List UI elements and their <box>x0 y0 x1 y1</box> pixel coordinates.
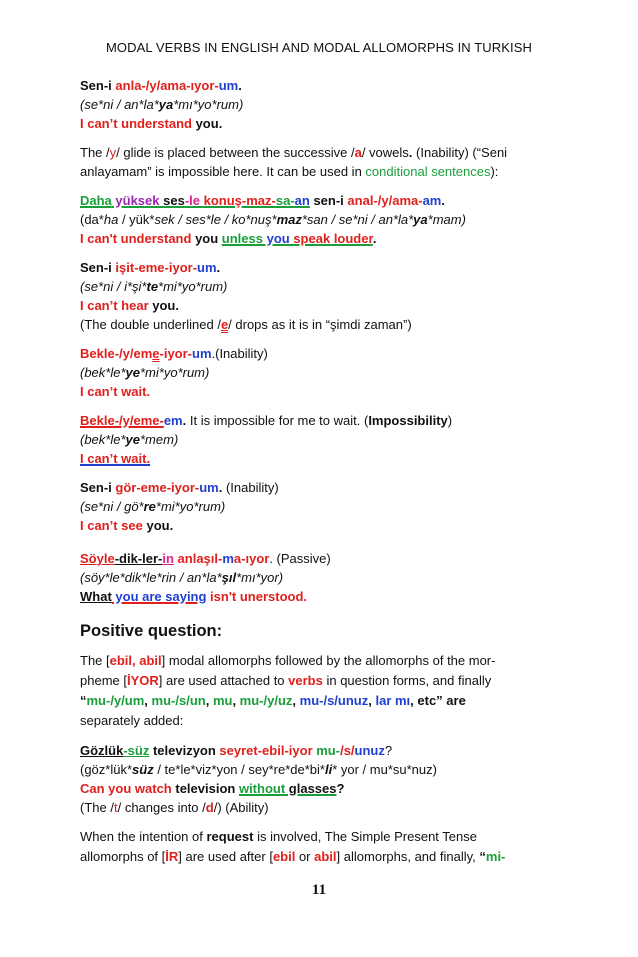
text-segment: in question forms, and finally <box>322 673 492 688</box>
english-translation-line <box>80 779 562 798</box>
english-translation-line <box>80 382 562 401</box>
text-segment: television <box>171 781 239 796</box>
text-segment: am <box>422 193 442 208</box>
text-segment: d <box>205 800 214 815</box>
text-segment: / changes into / <box>117 800 206 815</box>
text-segment: separately added: <box>80 713 184 728</box>
explanation-paragraph <box>80 651 562 731</box>
text-segment: without <box>238 781 286 796</box>
text-segment: ha <box>103 212 119 227</box>
text-segment: you are saying <box>111 589 207 604</box>
text-segment: anlaşıl- <box>173 551 223 566</box>
syllable-line <box>80 95 562 114</box>
text-segment: (bek*le* <box>80 365 126 380</box>
text-segment: e <box>152 346 160 361</box>
text-segment: anla-/y/ama-ıyor- <box>115 78 219 93</box>
page-number: 11 <box>311 882 327 898</box>
text-segment: abil <box>314 849 337 864</box>
text-segment: , <box>292 693 300 708</box>
text-segment: isn't unerstood. <box>206 589 308 604</box>
text-segment: ? <box>336 781 345 796</box>
text-segment: m <box>222 551 234 566</box>
example-turkish-line <box>80 549 562 568</box>
syllable-line <box>80 568 562 587</box>
text-segment: *mi*yo*rum) <box>155 499 226 514</box>
text-segment: ni <box>103 499 114 514</box>
text-segment: seyret-ebil-iyor <box>219 743 313 758</box>
text-segment: ] modal allomorphs followed by the allomorphs of the mor- <box>161 653 496 668</box>
text-segment: . <box>441 193 445 208</box>
text-segment: Gözlük <box>80 743 124 758</box>
text-segment: ] are used attached to <box>158 673 289 688</box>
text-segment: (bek*le* <box>80 432 126 447</box>
section-heading: Positive question: <box>80 622 223 640</box>
text-segment: ler- <box>142 551 163 566</box>
text-segment: iyor- <box>171 480 200 495</box>
text-segment: re <box>143 499 156 514</box>
text-segment: *mı*yor) <box>236 570 284 585</box>
explanation-paragraph <box>80 143 562 181</box>
example-turkish-line <box>80 478 562 497</box>
text-segment: t <box>113 800 118 815</box>
text-segment: *san / se*ni / an*la* <box>301 212 414 227</box>
example-turkish-line <box>80 741 562 760</box>
text-segment: um <box>199 480 219 495</box>
english-translation-line <box>80 114 562 133</box>
text-segment: you. <box>191 116 223 131</box>
text-segment: em <box>163 413 183 428</box>
text-segment: *mam) <box>427 212 466 227</box>
english-translation-line <box>80 587 562 606</box>
text-segment: unless <box>221 231 263 246</box>
text-segment: / te*le*viz*yon / sey*re*de*bi* <box>153 762 325 777</box>
text-segment: mu <box>212 693 233 708</box>
text-segment: ebil, abil <box>109 653 162 668</box>
text-segment: süz <box>132 762 154 777</box>
text-segment: konuş <box>203 193 242 208</box>
text-segment: . <box>182 413 187 428</box>
text-segment: maz <box>276 212 302 227</box>
text-segment: Can you watch <box>80 781 172 796</box>
text-segment: I can’t wait. <box>80 384 151 399</box>
text-segment: ya <box>413 212 428 227</box>
text-segment: Sen-i <box>80 78 116 93</box>
text-segment: The [ <box>80 653 110 668</box>
text-segment: / yük* <box>118 212 155 227</box>
text-segment: , etc” are <box>410 693 466 708</box>
text-segment: ses <box>163 193 185 208</box>
text-segment: Söyle <box>80 551 115 566</box>
text-segment: televizyon <box>149 743 220 758</box>
text-segment: Daha <box>80 193 112 208</box>
text-segment: ): <box>490 164 499 179</box>
text-segment: louder <box>330 231 373 246</box>
text-segment: ya <box>158 97 174 112</box>
text-segment: “ <box>479 849 486 864</box>
text-segment: (da* <box>80 212 104 227</box>
text-segment: -iyor- <box>159 346 192 361</box>
text-segment: mu-/y/um <box>86 693 145 708</box>
text-segment: e <box>220 317 229 332</box>
english-translation-line <box>80 296 562 315</box>
text-segment: a <box>354 145 362 160</box>
text-segment: It is impossible for me to wait. ( <box>186 413 369 428</box>
text-segment: (se* <box>80 499 104 514</box>
text-segment: *mi*yo*rum) <box>140 365 210 380</box>
text-segment: sek <box>154 212 175 227</box>
running-header: MODAL VERBS IN ENGLISH AND MODAL ALLOMORPHS IN TURKISH <box>105 40 533 55</box>
text-segment: sa- <box>275 193 295 208</box>
syllable-line <box>80 210 562 229</box>
text-segment: (The / <box>80 800 114 815</box>
text-segment: ) <box>239 97 244 112</box>
text-segment: sen-i <box>309 193 348 208</box>
text-segment: or <box>295 849 315 864</box>
text-segment: you. <box>142 518 174 533</box>
example-turkish-line <box>80 258 562 277</box>
example-turkish-line <box>80 191 562 210</box>
text-segment: What <box>80 589 112 604</box>
text-segment: The / <box>80 145 110 160</box>
text-segment: ? <box>384 743 393 758</box>
text-segment: Sen-i <box>80 480 116 495</box>
text-segment: (Inability) (“Seni <box>412 145 508 160</box>
text-segment: -süz <box>123 743 150 758</box>
text-segment: lar mı <box>375 693 411 708</box>
text-segment: request <box>206 829 254 844</box>
example-turkish-line <box>80 411 562 430</box>
text-segment: an <box>294 193 310 208</box>
text-segment: , <box>144 693 152 708</box>
text-segment: . (Passive) <box>269 551 331 566</box>
explanation-paragraph <box>80 827 562 867</box>
text-segment: um <box>192 346 212 361</box>
text-segment: İYOR <box>126 673 159 688</box>
text-segment: , <box>232 693 240 708</box>
text-segment: -le <box>184 193 204 208</box>
text-segment: unuz <box>354 743 385 758</box>
text-segment: şıl <box>221 570 237 585</box>
text-segment: (The double underlined / <box>80 317 221 332</box>
text-segment: Bekle-/y/eme- <box>80 413 164 428</box>
text-segment: Sen-i <box>80 260 116 275</box>
note-line <box>80 315 562 334</box>
text-segment: conditional sentences <box>365 164 491 179</box>
text-segment: te <box>146 279 159 294</box>
text-segment: Impossibility <box>368 413 448 428</box>
text-segment: . <box>372 231 377 246</box>
text-segment: mu-/s/unuz <box>299 693 369 708</box>
text-segment: ni / an*la* <box>103 97 159 112</box>
text-segment: mi- <box>485 849 506 864</box>
text-segment: ) <box>447 413 453 428</box>
text-segment: speak <box>293 231 331 246</box>
text-segment: / gö* <box>113 499 144 514</box>
text-segment: ye <box>125 432 140 447</box>
text-segment: . <box>216 260 221 275</box>
text-segment: ] are used after [ <box>178 849 273 864</box>
text-segment: mu-/y/uz <box>239 693 293 708</box>
syllable-line <box>80 277 562 296</box>
example-turkish-line <box>80 344 562 363</box>
text-segment: ye <box>125 365 140 380</box>
english-translation-line <box>80 229 562 248</box>
text-segment: “ <box>80 693 87 708</box>
text-segment: mu-/s/un <box>151 693 206 708</box>
text-segment: Bekle-/y/em <box>80 346 153 361</box>
text-segment: *mi*yo*rum) <box>158 279 228 294</box>
text-segment: / vowels <box>361 145 409 160</box>
text-segment: allomorphs of [ <box>80 849 166 864</box>
text-segment: , <box>368 693 376 708</box>
text-segment: a-ıyor <box>233 551 270 566</box>
syllable-line <box>80 430 562 449</box>
text-segment: / i*şi* <box>113 279 147 294</box>
text-segment: anlayamam” is impossible here. It can be used in <box>80 164 366 179</box>
text-segment: you <box>191 231 222 246</box>
text-segment: ] allomorphs, and finally, <box>336 849 480 864</box>
text-segment: in <box>162 551 174 566</box>
text-segment: / glide is placed between the successive / <box>116 145 355 160</box>
text-segment: gör-eme- <box>115 480 172 495</box>
text-segment: /) (Ability) <box>213 800 269 815</box>
text-segment: verbs <box>288 673 323 688</box>
text-segment: I can’t wait. <box>80 451 151 466</box>
text-segment: (se* <box>80 279 104 294</box>
text-segment: glasses <box>285 781 337 796</box>
text-segment: (Inability) <box>222 480 279 495</box>
text-segment: I can’t hear <box>80 298 149 313</box>
page-content <box>80 76 562 867</box>
text-segment: you. <box>148 298 179 313</box>
text-segment: is involved, The Simple Present Tense <box>253 829 477 844</box>
text-segment: / drops as it is in “şimdi zaman”) <box>228 317 412 332</box>
syllable-line <box>80 363 562 382</box>
text-segment: (göz*lük* <box>80 762 133 777</box>
text-segment: , <box>205 693 213 708</box>
note-line <box>80 798 562 817</box>
text-segment: *mı*yo*rum <box>173 97 239 112</box>
syllable-line <box>80 760 562 779</box>
text-segment: ebil <box>272 849 296 864</box>
text-segment: işit-eme- <box>115 260 169 275</box>
text-segment: (se* <box>80 97 104 112</box>
text-segment: / ses*le / ko*nuş* <box>174 212 277 227</box>
text-segment: .(Inability) <box>211 346 268 361</box>
text-segment: . <box>408 145 413 160</box>
text-segment: -dik- <box>114 551 143 566</box>
text-segment: iyor- <box>168 260 198 275</box>
text-segment: you <box>262 231 294 246</box>
text-segment: * yor / mu*su*nuz) <box>332 762 437 777</box>
text-segment: . <box>238 78 242 93</box>
text-segment: pheme [ <box>80 673 127 688</box>
text-segment: -maz- <box>241 193 276 208</box>
text-segment: . <box>218 480 223 495</box>
text-segment: um <box>197 260 217 275</box>
syllable-line <box>80 497 562 516</box>
text-segment: yüksek <box>111 193 164 208</box>
text-segment: um <box>218 78 239 93</box>
english-translation-line <box>80 516 562 535</box>
text-segment: I can't understand <box>80 231 192 246</box>
text-segment: I can’t understand <box>80 116 192 131</box>
text-segment: *mem) <box>140 432 179 447</box>
english-translation-line <box>80 449 562 468</box>
text-segment: mu- <box>312 743 341 758</box>
text-segment: I can’t see <box>80 518 143 533</box>
text-segment: anal-/y/ama- <box>347 193 423 208</box>
text-segment: When the intention of <box>80 829 207 844</box>
text-segment: İR <box>165 849 179 864</box>
example-turkish-line <box>80 76 562 95</box>
text-segment: y <box>109 145 117 160</box>
text-segment: (söy*le*dik*le*rin / an*la* <box>80 570 222 585</box>
text-segment: ni <box>103 279 114 294</box>
text-segment: /s/ <box>340 743 355 758</box>
text-segment: li <box>324 762 333 777</box>
